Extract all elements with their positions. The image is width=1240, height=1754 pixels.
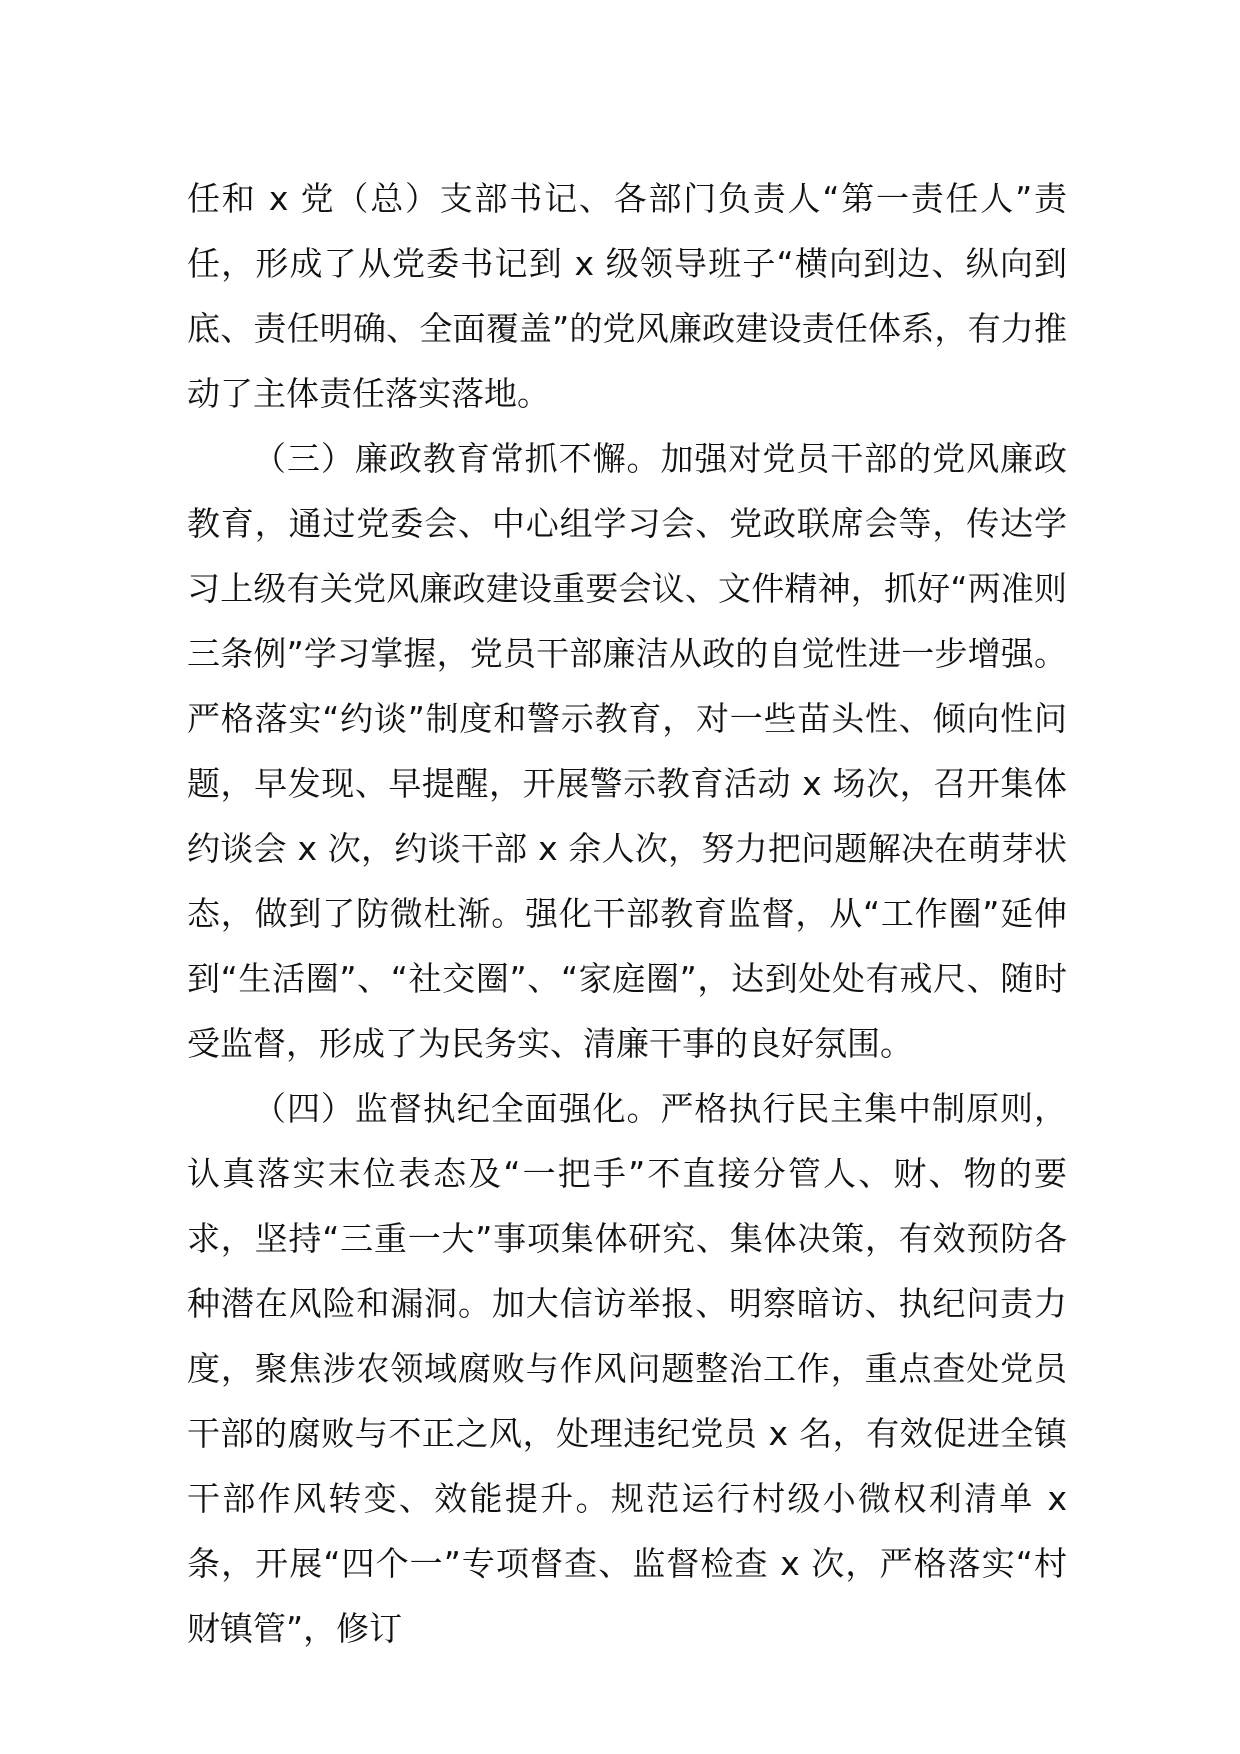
document-body <box>187 166 1067 1661</box>
paragraph-section-three: （三）廉政教育常抓不懈。加强对党员干部的党风廉政教育，通过党委会、中心组学习会、党政联席会等，传达学习上级有关党风廉政建设重要会议、文件精神，抓好“两准则三条例”学习掌握，党员干部廉洁从政的自觉性进一步增强。严格落实“约谈”制度和警示教育，对一些苗头性、倾向性问题，早发现、早提醒，开展警示教育活动 x 场次，召开集体约谈会 x 次，约谈干部 x 余人次，努力把问题解决在萌芽状态，做到了防微杜渐。强化干部教育监督，从“工作圈”延伸到“生活圈”、“社交圈”、“家庭圈”，达到处处有戒尺、随时受监督，形成了为民务实、清廉干事的良好氛围。 <box>187 439 1067 1063</box>
paragraph-section-four: （四）监督执纪全面强化。严格执行民主集中制原则，认真落实末位表态及“一把手”不直接分管人、财、物的要求，坚持“三重一大”事项集体研究、集体决策，有效预防各种潜在风险和漏洞。加大信访举报、明察暗访、执纪问责力度，聚焦涉农领域腐败与作风问题整治工作，重点查处党员干部的腐败与不正之风，处理违纪党员 x 名，有效促进全镇干部作风转变、效能提升。规范运行村级小微权利清单 x 条，开展“四个一”专项督查、监督检查 x 次，严格落实“村财镇管”，修订 <box>187 1089 1067 1648</box>
paragraph-continuation: 任和 x 党（总）支部书记、各部门负责人“第一责任人”责任，形成了从党委书记到 x 级领导班子“横向到边、纵向到底、责任明确、全面覆盖”的党风廉政建设责任体系，有力推动了主体责任落实落地。 <box>187 179 1067 413</box>
